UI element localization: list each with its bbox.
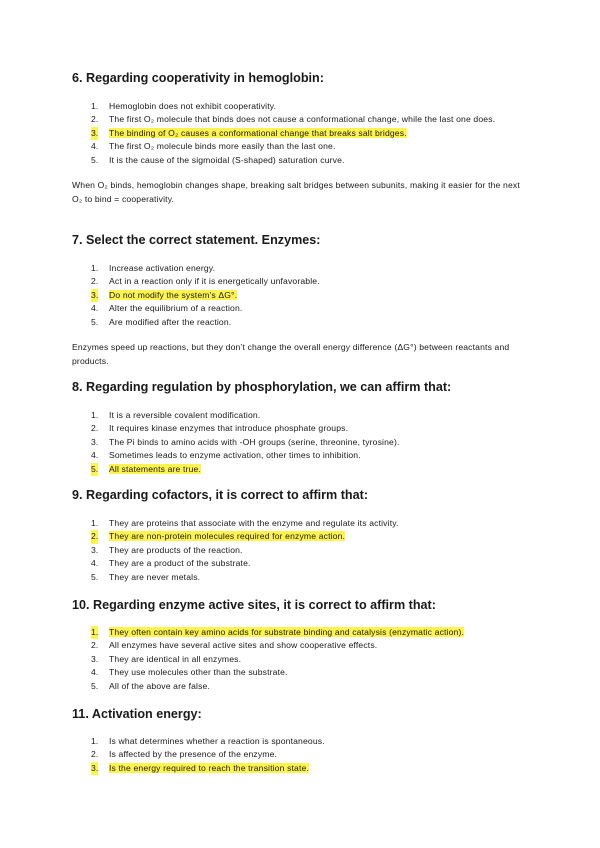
- item-text: They are identical in all enzymes.: [109, 653, 242, 664]
- answer-list: [72, 100, 532, 167]
- item-text: Act in a reaction only if it is energetically unfavorable.: [109, 276, 320, 287]
- question-title: 9. Regarding cofactors, it is correct to affirm that:: [72, 488, 369, 502]
- question-title: 6. Regarding cooperativity in hemoglobin:: [72, 71, 324, 85]
- item-text: It requires kinase enzymes that introduce phosphate groups.: [109, 423, 349, 434]
- item-text: The Pi binds to amino acids with -OH groups (serine, threonine, tyrosine).: [109, 436, 400, 447]
- list-item: 5. They are never metals.: [91, 571, 201, 582]
- list-item: 1. They are proteins that associate with the enzyme and regulate its activity.: [91, 518, 399, 528]
- list-item: 1. Increase activation energy.: [91, 263, 216, 273]
- item-text: Hemoglobin does not exhibit cooperativity.: [109, 101, 277, 111]
- list-item: 3. Is the energy required to reach the transition state.: [72, 762, 532, 775]
- question-title: 11. Activation energy:: [72, 707, 202, 721]
- list-item: 1. Is what determines whether a reaction is spontaneous.: [91, 736, 325, 746]
- item-text: Alter the equilibrium of a reaction.: [109, 303, 243, 314]
- list-item: 3. The binding of O₂ causes a conformational change that breaks salt bridges.: [72, 127, 532, 140]
- item-text: They are products of the reaction.: [109, 544, 243, 555]
- list-item: 5. Are modified after the reaction.: [91, 316, 232, 327]
- list-item: 5. All statements are true.: [72, 463, 532, 476]
- item-text: The first O₂ molecule binds more easily than the last one.: [109, 141, 336, 152]
- answer-list: [72, 409, 532, 476]
- item-text: Is affected by the presence of the enzyme.: [109, 749, 278, 760]
- answer-list: [72, 735, 532, 775]
- item-text: They use molecules other than the substrate.: [109, 667, 288, 678]
- list-item: 5. All of the above are false.: [91, 680, 211, 691]
- highlighted-answer: They are non-protein molecules required for enzyme action.: [109, 531, 346, 542]
- question-9: [72, 487, 532, 584]
- list-item: 4. The first O₂ molecule binds more easily than the last one.: [91, 141, 336, 152]
- list-item: 5. It is the cause of the sigmoidal (S-shaped) saturation curve.: [91, 154, 345, 165]
- answer-list: [72, 262, 532, 329]
- list-item: 3. They are products of the reaction.: [91, 544, 243, 555]
- question-6: [72, 70, 532, 206]
- item-text: Sometimes leads to enzyme activation, other times to inhibition.: [109, 450, 361, 461]
- list-item: 3. The Pi binds to amino acids with -OH groups (serine, threonine, tyrosine).: [91, 436, 400, 447]
- list-item: 2. It requires kinase enzymes that introduce phosphate groups.: [91, 423, 349, 434]
- list-item: 1. It is a reversible covalent modification.: [91, 410, 261, 420]
- item-text: Increase activation energy.: [109, 263, 216, 273]
- list-item: 4. They are a product of the substrate.: [91, 558, 251, 569]
- question-10: [72, 597, 532, 693]
- explanation-text: When O₂ binds, hemoglobin changes shape, breaking salt bridges between subunits, making it easier for the next O₂ to bind = cooperativity.: [72, 180, 520, 204]
- item-text: Is what determines whether a reaction is spontaneous.: [109, 736, 325, 746]
- question-title: 8. Regarding regulation by phosphorylation, we can affirm that:: [72, 380, 452, 394]
- answer-list: [72, 626, 532, 693]
- answer-list: [72, 517, 532, 584]
- list-item: 3. They are identical in all enzymes.: [91, 653, 242, 664]
- highlighted-answer: All statements are true.: [109, 463, 201, 474]
- question-title: 7. Select the correct statement. Enzymes:: [72, 233, 321, 247]
- list-item: 1. Hemoglobin does not exhibit cooperativity.: [91, 101, 277, 111]
- item-text: Are modified after the reaction.: [109, 316, 232, 327]
- list-item: 4. Alter the equilibrium of a reaction.: [91, 303, 243, 314]
- explanation-text: Enzymes speed up reactions, but they don’t change the overall energy difference (ΔG°) between reactants and products.: [72, 342, 510, 366]
- list-item: 2. Act in a reaction only if it is energetically unfavorable.: [91, 276, 320, 287]
- item-text: They are a product of the substrate.: [109, 558, 251, 569]
- list-item: 4. They use molecules other than the substrate.: [91, 667, 288, 678]
- item-text: All enzymes have several active sites and show cooperative effects.: [109, 640, 378, 651]
- item-text: It is the cause of the sigmoidal (S-shaped) saturation curve.: [109, 154, 345, 165]
- question-title: 10. Regarding enzyme active sites, it is correct to affirm that:: [72, 598, 436, 612]
- item-text: It is a reversible covalent modification.: [109, 410, 261, 420]
- list-item: 3. Do not modify the system's ΔG°.: [72, 289, 532, 302]
- item-text: The first O₂ molecule that binds does not cause a conformational change, while the last one does.: [109, 114, 496, 125]
- list-item: 1. They often contain key amino acids for substrate binding and catalysis (enzymatic action).: [72, 626, 532, 639]
- list-item: 2. They are non-protein molecules required for enzyme action.: [72, 530, 532, 543]
- item-text: They are proteins that associate with the enzyme and regulate its activity.: [109, 518, 399, 528]
- list-item: 2. The first O₂ molecule that binds does not cause a conformational change, while the last one does.: [91, 114, 496, 125]
- highlighted-answer: Is the energy required to reach the transition state.: [109, 762, 309, 773]
- highlighted-answer: They often contain key amino acids for substrate binding and catalysis (enzymatic action).: [109, 627, 465, 637]
- list-item: 2. All enzymes have several active sites and show cooperative effects.: [91, 640, 378, 651]
- highlighted-answer: Do not modify the system's ΔG°.: [109, 289, 238, 300]
- list-item: 4. Sometimes leads to enzyme activation, other times to inhibition.: [91, 450, 361, 461]
- question-8: [72, 379, 532, 476]
- list-item: 2. Is affected by the presence of the enzyme.: [91, 749, 278, 760]
- item-text: They are never metals.: [109, 571, 201, 582]
- question-7: [72, 232, 532, 368]
- question-11: [72, 706, 532, 775]
- highlighted-answer: The binding of O₂ causes a conformational change that breaks salt bridges.: [109, 127, 407, 138]
- item-text: All of the above are false.: [109, 680, 211, 691]
